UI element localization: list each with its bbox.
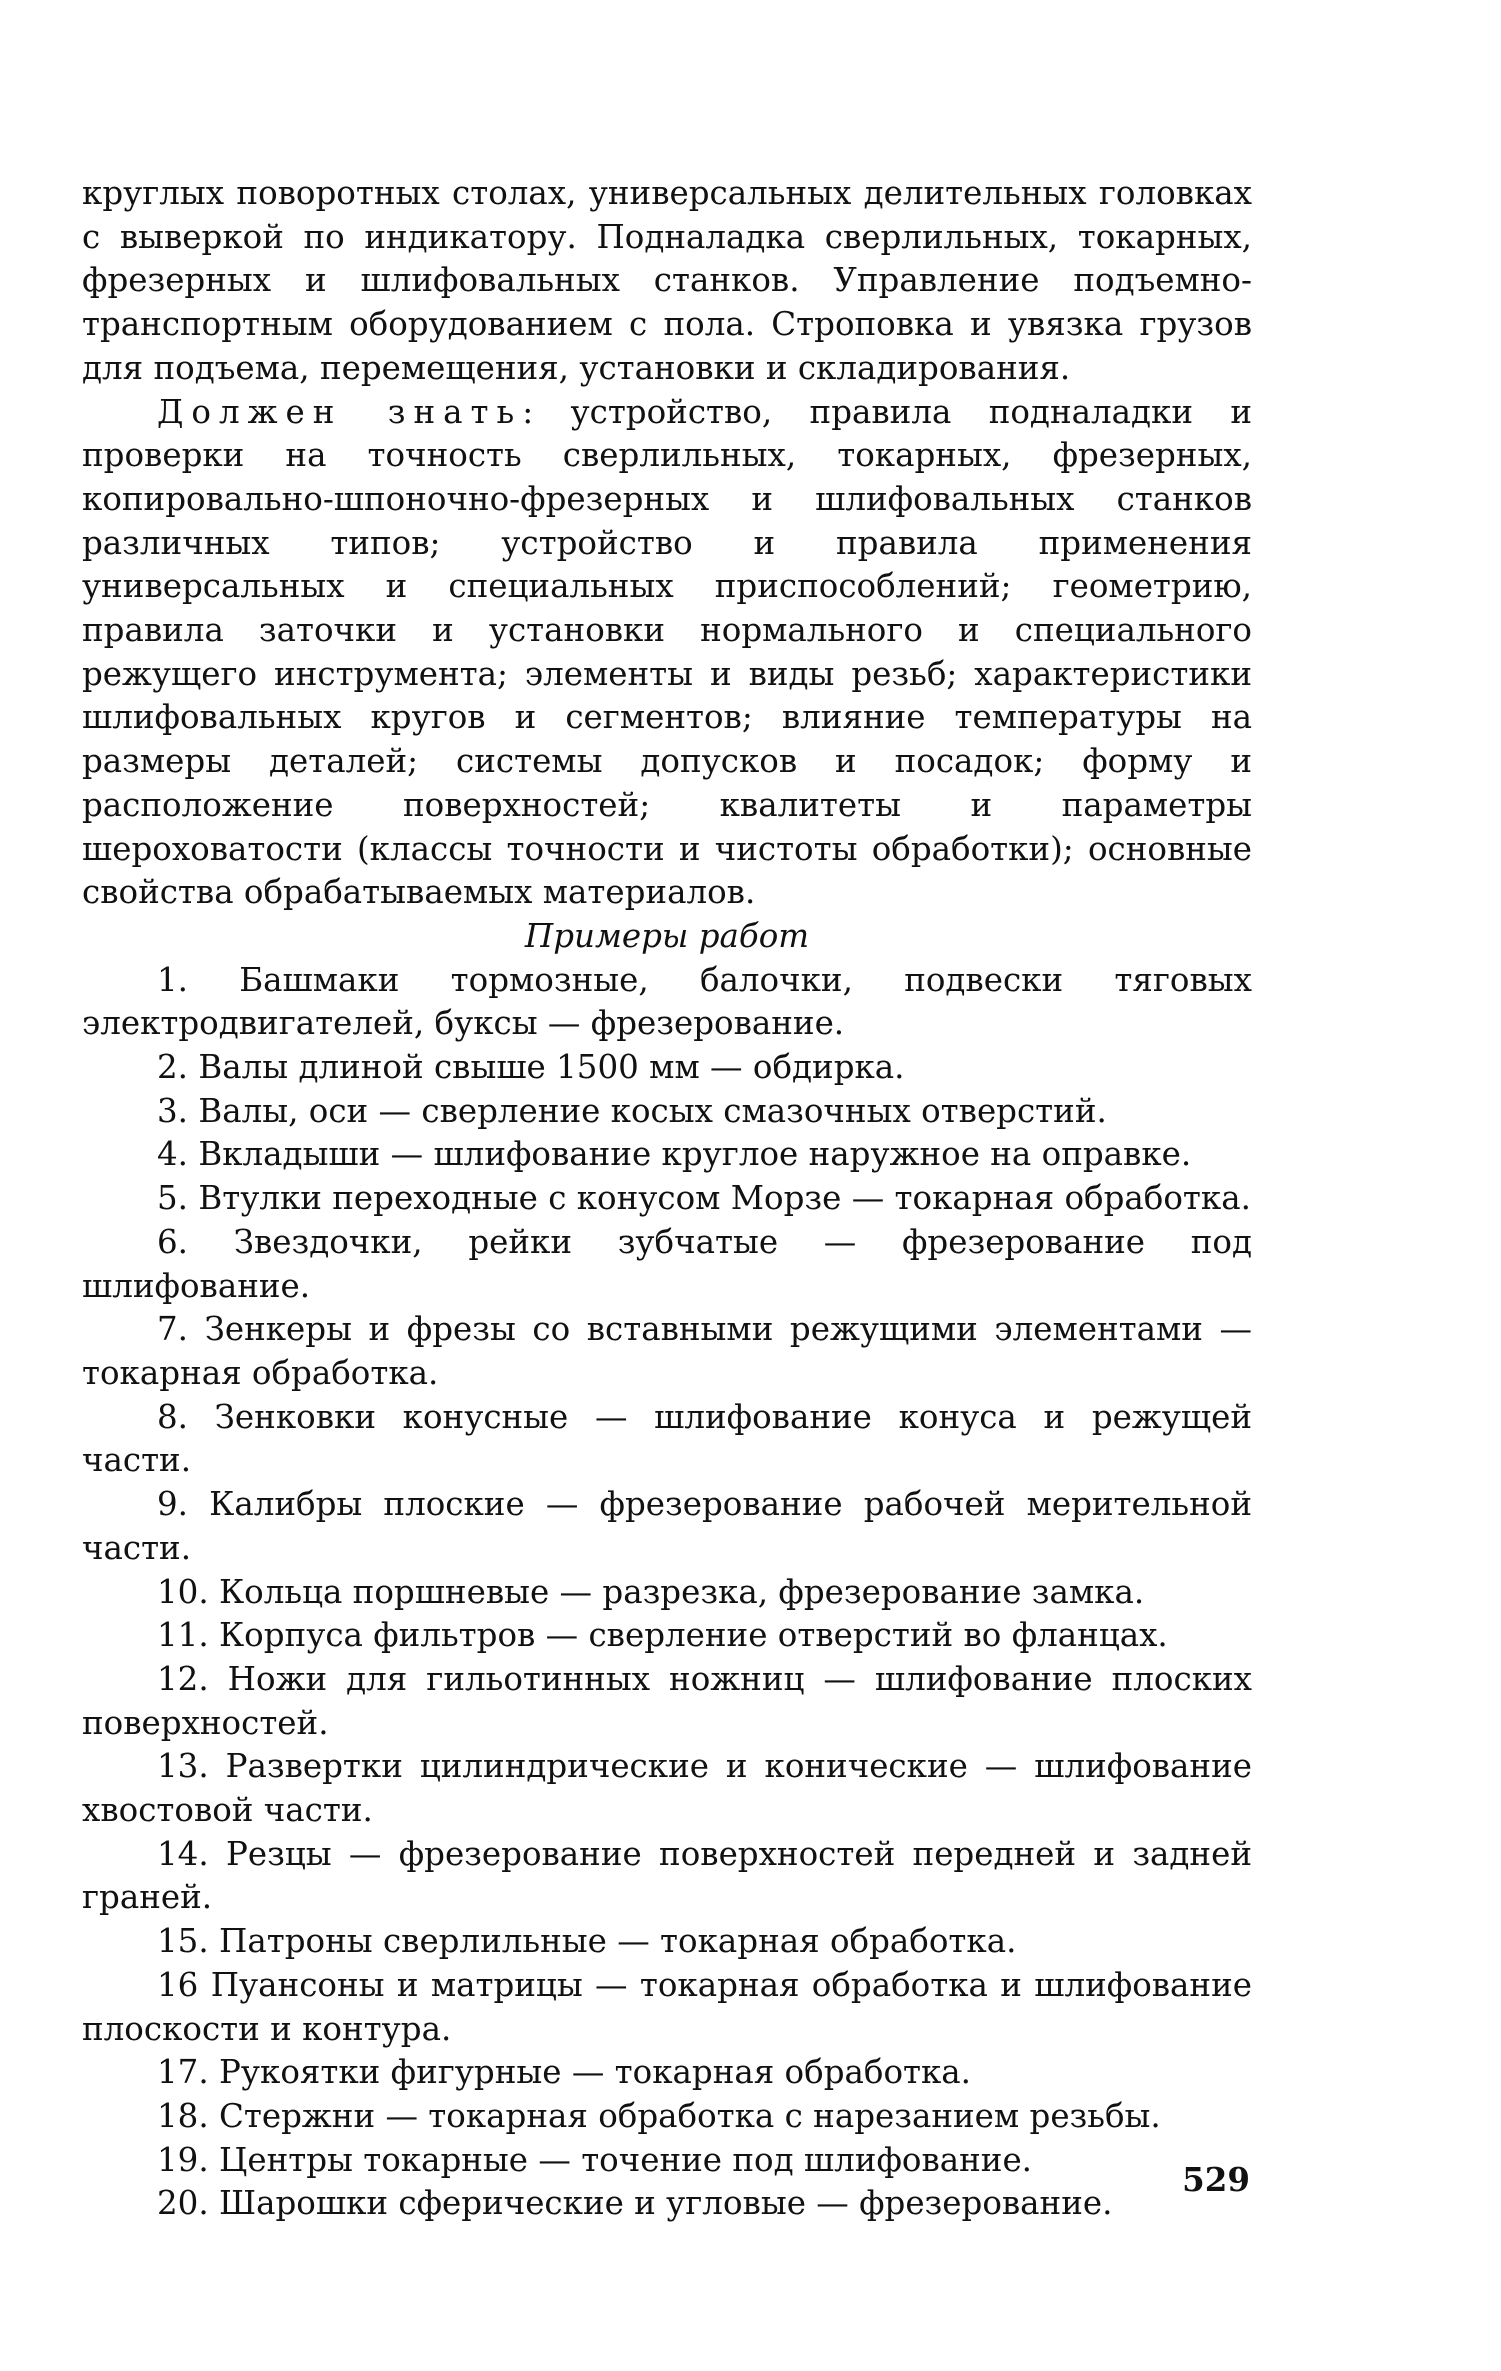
must-know-label: Должен знать <box>157 392 523 431</box>
example-item: 1. Башмаки тормозные, балочки, подвески тяговых электродвигателей, буксы — фрезерование. <box>82 960 1252 1043</box>
example-item: 19. Центры токарные — точение под шлифование. <box>157 2140 1033 2179</box>
example-item: 14. Резцы — фрезерование поверхностей передней и задней граней. <box>82 1834 1252 1917</box>
example-item: 15. Патроны сверлильные — токарная обработка. <box>157 1922 1017 1961</box>
example-item: 10. Кольца поршневые — разрезка, фрезерование замка. <box>157 1572 1145 1611</box>
example-item: 6. Звездочки, рейки зубчатые — фрезерование под шлифование. <box>82 1222 1252 1305</box>
example-item: 9. Калибры плоские — фрезерование рабочей мерительной части. <box>82 1485 1252 1567</box>
example-item: 17. Рукоятки фигурные — токарная обработка. <box>157 2053 972 2092</box>
example-item: 5. Втулки переходные с конусом Морзе — токарная обработка. <box>157 1179 1251 1218</box>
example-item: 8. Зенковки конусные — шлифование конуса и режущей части. <box>82 1397 1252 1480</box>
must-know-text: : устройство, правила подналадки и проверки на точность сверлильных, токарных, фрезерных, копировально-шпоночно-фрезерных и шлифовальных станков различных типов; устройство и правила применения универсальных и специальных приспособлений; геометрию, правила заточки и установки нормального и специального режущего инструмента; элементы и виды резьб; характеристики шлифовальных кругов и сегментов; влияние температуры на размеры деталей; системы допусков и посадок; форму и расположение поверхностей; квалитеты и параметры шероховатости (классы точности и чистоты обработки); основные свойства обрабатываемых материалов. <box>82 392 1252 912</box>
example-item: 4. Вкладыши — шлифование круглое наружное на оправке. <box>157 1135 1192 1174</box>
example-item: 3. Валы, оси — сверление косых смазочных отверстий. <box>157 1091 1107 1130</box>
example-item: 11. Корпуса фильтров — сверление отверстий во фланцах. <box>157 1616 1168 1655</box>
intro-paragraph: круглых поворотных столах, универсальных делительных головках с выверкой по индикатору. Подналадка сверлильных, токарных, фрезерных и шлифовальных станков. Управление подъемно-транспортным оборудованием с пола. Строповка и увязка грузов для подъема, перемещения, установки и складирования. <box>82 174 1252 387</box>
page-text-column <box>82 172 1252 2226</box>
example-item: 7. Зенкеры и фрезы со вставными режущими элементами — токарная обработка. <box>82 1310 1252 1392</box>
example-item: 2. Валы длиной свыше 1500 мм — обдирка. <box>157 1048 905 1087</box>
examples-heading: Примеры работ <box>524 916 810 955</box>
example-item: 12. Ножи для гильотинных ножниц — шлифование плоских поверхностей. <box>82 1659 1252 1742</box>
example-item: 20. Шарошки сферические и угловые — фрезерование. <box>157 2184 1113 2223</box>
example-item: 16 Пуансоны и матрицы — токарная обработка и шлифование плоскости и контура. <box>82 1965 1252 2048</box>
example-item: 18. Стержни — токарная обработка с нарезанием резьбы. <box>157 2096 1161 2135</box>
example-item: 13. Развертки цилиндрические и конические — шлифование хвостовой части. <box>82 1747 1252 1830</box>
must-know-paragraph <box>82 391 1252 915</box>
page-number: 529 <box>1182 2160 1250 2199</box>
